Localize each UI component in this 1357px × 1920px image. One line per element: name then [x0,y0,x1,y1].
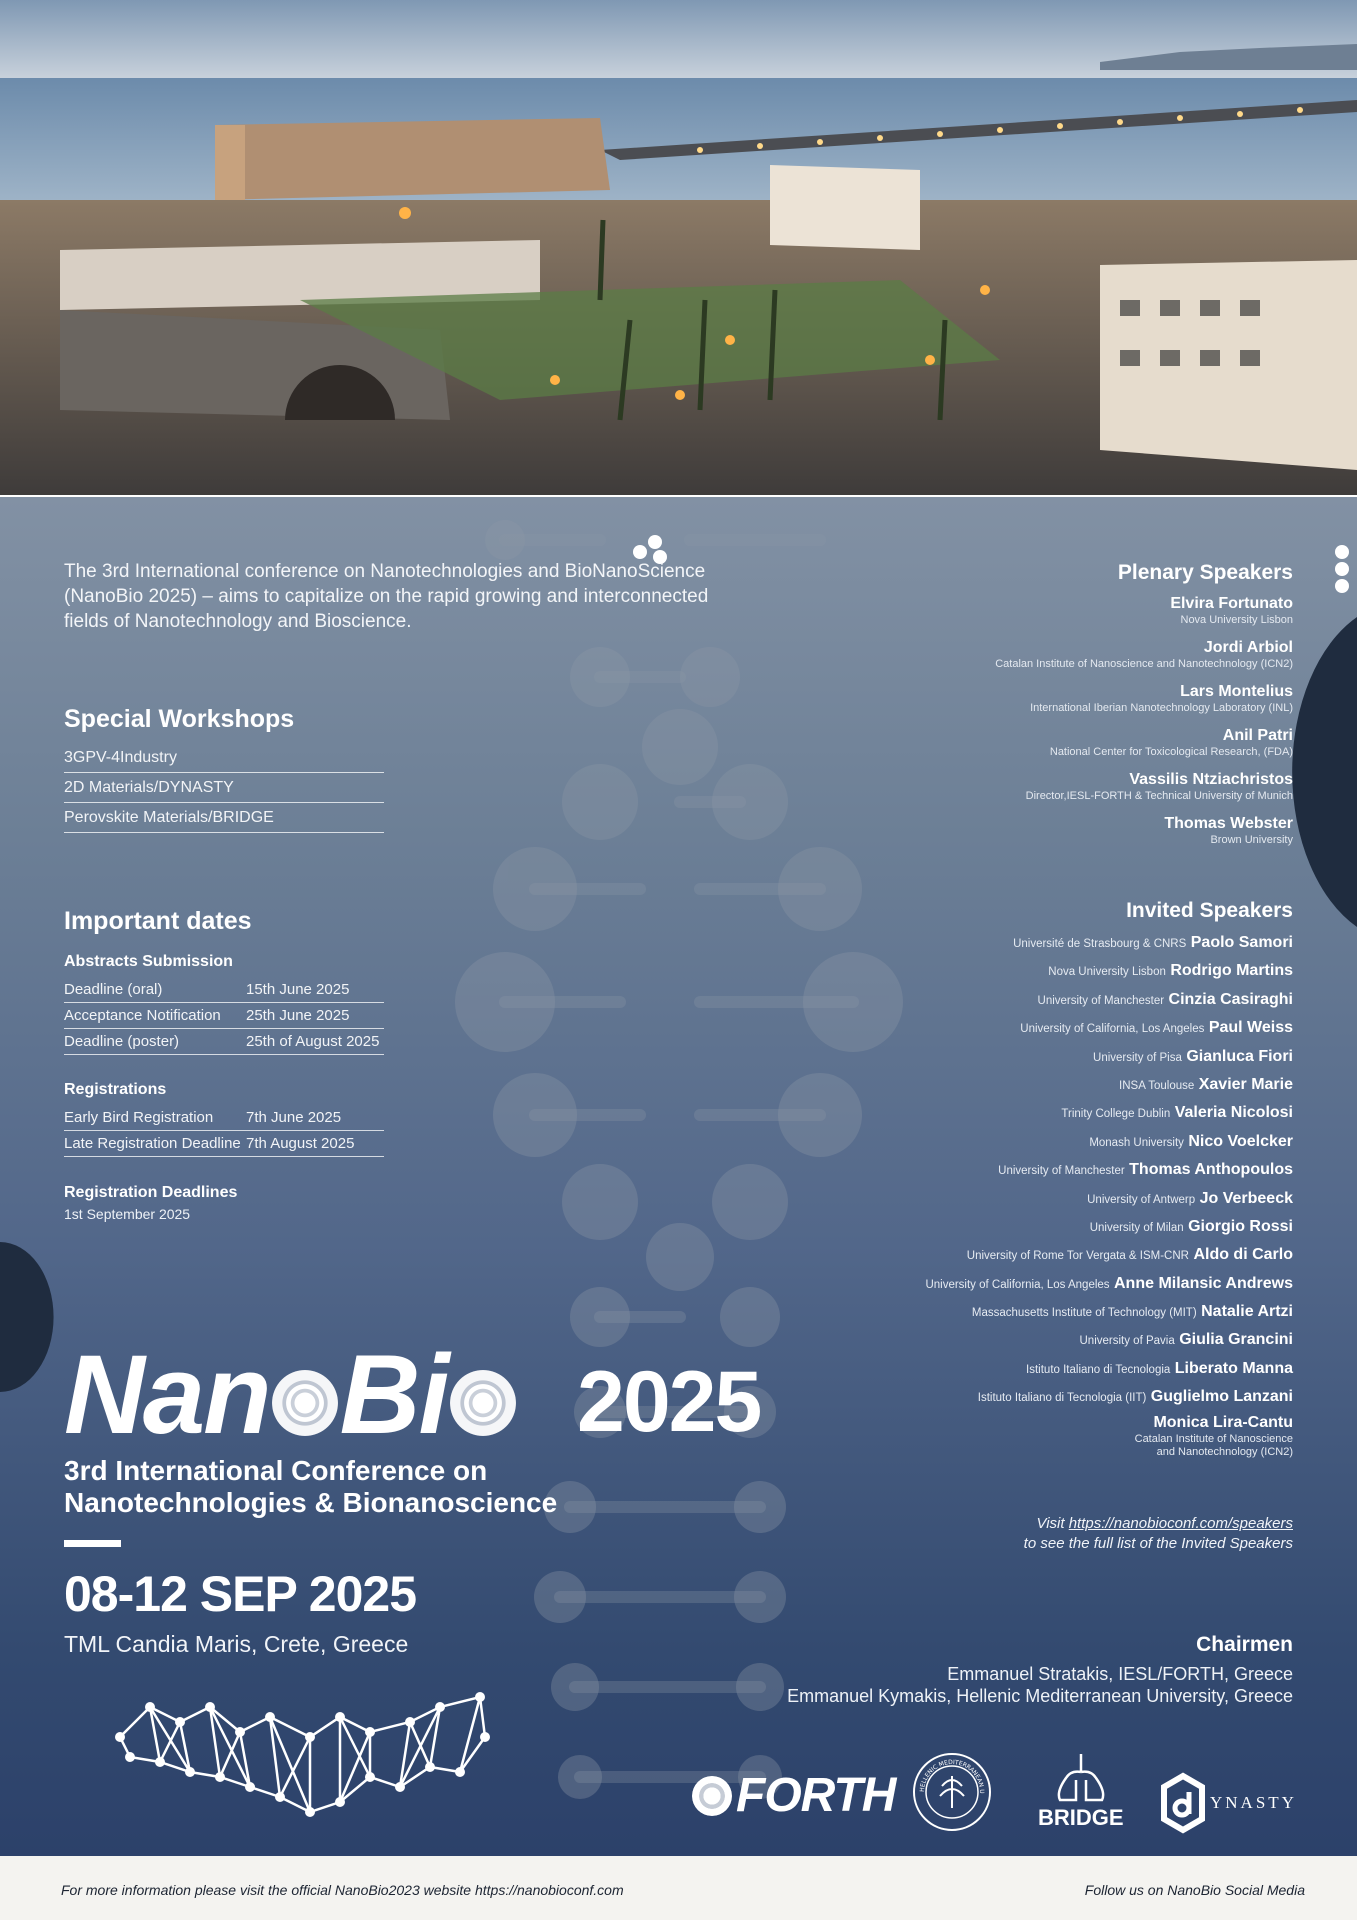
bridge-lungs-icon [1046,1752,1116,1802]
date-value: 15th June 2025 [246,981,350,998]
forth-seal-icon [692,1776,732,1816]
speaker-affiliation: University of Pavia [1079,1335,1175,1348]
plenary-speakers [995,561,1293,859]
hmu-logo [912,1752,992,1832]
speakers-link[interactable]: https://nanobioconf.com/speakers [1068,1515,1293,1532]
speaker-name: Rodrigo Martins [1170,962,1293,980]
divider [64,1540,121,1547]
speaker-affiliation: Monash University [1089,1136,1184,1149]
date-label: Deadline (oral) [64,981,163,998]
invited-speakers [925,899,1293,1458]
chairman: Emmanuel Kymakis, Hellenic Mediterranean University, Greece [787,1686,1293,1706]
speaker-affiliation: International Iberian Nanotechnology Laboratory (INL) [1030,702,1293,714]
speaker [925,1071,1293,1099]
speaker-affiliation: Nova University Lisbon [1048,966,1166,979]
speaker-affiliation: University of California, Los Angeles [1020,1023,1205,1036]
speaker-affiliation: University of Pisa [1093,1051,1182,1064]
date-value: 25th June 2025 [246,1007,350,1024]
speaker-name: Guglielmo Lanzani [1150,1388,1293,1406]
bridge-logo-text: BRIDGE [1038,1805,1124,1830]
plenary-title: Plenary Speakers [1117,561,1293,584]
speaker-affiliation: Brown University [1210,834,1293,846]
speaker-name: Thomas Anthopoulos [1129,1161,1293,1179]
logo-year: 2025 [577,1354,761,1450]
speaker-name: Paolo Samori [1190,934,1293,951]
intro-text: The 3rd International conference on Nanotechnologies and BioNanoScience (NanoBio 2025) – aims to capitalize on the rapid growing and interconnected fields of Nanotechnology and Bioscience. [64,561,709,632]
date-label: Deadline (poster) [64,1033,180,1050]
speaker [925,1156,1293,1184]
dynasty-logo [1160,1772,1297,1834]
chairmen-title: Chairmen [1196,1633,1293,1656]
speaker [925,1128,1293,1156]
speaker-affiliation: INSA Toulouse [1119,1079,1195,1092]
subtitle-line: 3rd International Conference on [64,1455,488,1486]
speaker-affiliation: Catalan Institute of Nanoscience and Nanotechnology (ICN2) [995,658,1293,670]
speaker-name: Nico Voelcker [1188,1132,1293,1150]
speaker-name: Monica Lira-Cantu [1153,1413,1293,1431]
workshops-title: Special Workshops [64,705,295,733]
speaker-name: Valeria Nicolosi [1174,1104,1293,1122]
poster-body [0,497,1357,1856]
table-row [64,1003,384,1029]
speaker-name: Giorgio Rossi [1188,1217,1293,1235]
speaker-name: Xavier Marie [1198,1075,1293,1093]
speaker-name: Gianluca Fiori [1186,1047,1293,1065]
speaker-affiliation: University of California, Los Angeles [925,1278,1110,1291]
footer [0,1856,1357,1920]
logo-part-bi: Bi [339,1332,448,1457]
registration-deadlines-title: Registration Deadlines [64,1184,238,1201]
subtitle-line: Nanotechnologies & Bionanoscience [64,1487,558,1518]
speaker [925,1185,1293,1213]
speaker-affiliation: Istituto Italiano di Tecnologia [1026,1363,1171,1376]
date-value: 7th August 2025 [246,1135,355,1152]
date-value: 7th June 2025 [246,1109,342,1126]
registration-deadline-value: 1st September 2025 [64,1206,191,1222]
speaker-affiliation: Massachusetts Institute of Technology (MIT) [971,1307,1197,1320]
speaker [995,815,1293,846]
nanobio-logo [64,1332,518,1457]
speaker-affiliation: Nova University Lisbon [1180,614,1293,626]
speaker-name: Jordi Arbiol [1203,639,1293,656]
speaker-affiliation: University of Antwerp [1087,1193,1196,1206]
list-item: 3GPV-4Industry [64,743,384,773]
visit-suffix: to see the full list of the Invited Speakers [1023,1535,1293,1552]
footer-social-note[interactable]: Follow us on NanoBio Social Media [1084,1882,1305,1898]
visit-prefix: Visit [1036,1515,1069,1532]
svg-text:HELLENIC MEDITERRANEAN UNIVERS [912,1752,985,1794]
important-dates-title: Important dates [64,907,252,935]
table-row [64,1131,384,1157]
speaker [925,1043,1293,1071]
speaker-name: Anne Milansic Andrews [1114,1274,1293,1292]
dynasty-d-icon [1160,1772,1206,1834]
speaker [995,727,1293,758]
table-row [64,1029,384,1055]
speaker-name: Natalie Artzi [1201,1303,1293,1321]
speaker-affiliation: National Center for Toxicological Research, (FDA) [1049,746,1293,758]
speaker [925,1298,1293,1326]
speaker [925,1099,1293,1127]
conference-subtitle [64,1455,557,1519]
table-row [64,1105,384,1131]
conference-venue: TML Candia Maris, Crete, Greece [64,1631,409,1657]
speaker-name: Elvira Fortunato [1170,595,1293,612]
speaker [925,957,1293,985]
speaker-affiliation: University of Rome Tor Vergata & ISM-CNR [966,1250,1189,1263]
table-row [64,977,384,1003]
dynasty-logo-text: YNASTY [1210,1793,1297,1812]
speaker-affiliation: Director,IESL-FORTH & Technical University of Munich [1025,790,1293,802]
date-label: Late Registration Deadline [64,1135,241,1152]
registration-deadlines-section [64,1184,237,1222]
speaker-name: Lars Montelius [1180,683,1293,700]
invited-title: Invited Speakers [1126,899,1293,922]
speaker-name: Anil Patri [1222,727,1293,744]
workshops-list [64,743,384,833]
registrations-title: Registrations [64,1081,167,1098]
speaker-name: Paul Weiss [1208,1019,1293,1037]
speaker-name: Vassilis Ntziachristos [1129,771,1293,788]
speaker-affiliation: University of Manchester [1037,994,1165,1007]
date-label: Early Bird Registration [64,1109,214,1126]
hmu-seal-icon [912,1752,992,1832]
speaker [925,986,1293,1014]
speaker [995,683,1293,714]
speaker [925,1383,1293,1411]
list-item: 2D Materials/DYNASTY [64,773,384,803]
speaker [925,1414,1293,1458]
abstracts-title: Abstracts Submission [64,953,233,970]
bridge-logo [1038,1752,1124,1831]
phaistos-disc-icon [272,1370,338,1436]
speaker-affiliation: University of Manchester [998,1165,1125,1178]
date-label: Acceptance Notification [64,1007,221,1024]
forth-logo-text: FORTH [736,1769,896,1822]
harbour-illustration [0,0,1357,497]
hmu-logo-text: HELLENIC MEDITERRANEAN U [918,1758,986,1794]
speaker-name: Liberato Manna [1174,1359,1293,1377]
speaker-affiliation: University of Milan [1089,1221,1184,1234]
abstracts-section [64,953,384,1055]
header-photo-heraklion-harbour [0,0,1357,497]
conference-dates: 08-12 SEP 2025 [64,1566,417,1622]
speaker-name: Aldo di Carlo [1193,1246,1293,1264]
speaker-affiliation: Trinity College Dublin [1061,1108,1171,1121]
speaker-name: Giulia Grancini [1179,1331,1293,1349]
speaker [925,1213,1293,1241]
speaker [925,1270,1293,1298]
speaker [925,1326,1293,1354]
speaker-affiliation: Catalan Institute of Nanoscience [1134,1432,1293,1445]
crete-network-map-icon [110,1677,500,1827]
speaker-name: Jo Verbeeck [1199,1189,1293,1207]
speakers-link-note [1024,1514,1293,1554]
forth-logo [692,1768,895,1823]
partner-logos [692,1752,1297,1852]
list-item: Perovskite Materials/BRIDGE [64,803,384,833]
speaker-affiliation: and Nanotechnology (ICN2) [1156,1445,1293,1458]
speaker [995,639,1293,670]
registrations-section [64,1081,384,1157]
phaistos-disc-icon [450,1370,516,1436]
speaker-name: Thomas Webster [1164,815,1293,832]
speaker [925,1355,1293,1383]
chairman: Emmanuel Stratakis, IESL/FORTH, Greece [947,1664,1293,1684]
footer-website-note[interactable]: For more information please visit the official NanoBio2023 website https://nanobioconf.com [61,1882,624,1898]
logo-part-nan: Nan [64,1332,270,1457]
speaker [925,1241,1293,1269]
date-value: 25th of August 2025 [246,1033,380,1050]
speaker [995,771,1293,802]
speaker [925,1014,1293,1042]
chairmen-section [787,1633,1293,1707]
speaker [995,595,1293,626]
speaker-name: Cinzia Casiraghi [1168,990,1293,1008]
speaker [925,929,1293,957]
speaker-affiliation: Université de Strasbourg & CNRS [1013,938,1187,950]
speaker-affiliation: Istituto Italiano di Tecnologia (IIT) [977,1392,1147,1405]
